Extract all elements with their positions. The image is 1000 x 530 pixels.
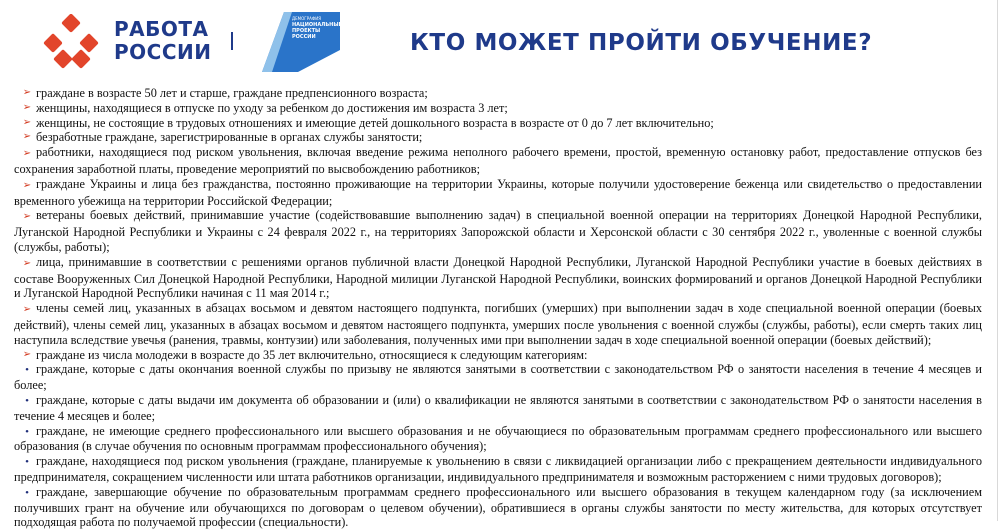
rabota-rossii-logo-icon — [42, 14, 102, 72]
dot-bullet-icon: • — [25, 456, 29, 469]
list-item — [14, 130, 982, 145]
list-item — [14, 301, 982, 347]
np-logo-text — [292, 16, 344, 40]
arrow-bullet-icon: ➢ — [22, 116, 32, 128]
sub-list-item — [14, 485, 982, 530]
list-item — [14, 101, 982, 116]
sub-list-item-text: граждане, завершающие обучение по образовательным программам среднего профессионального или высшего образования в текущем календарном году (за исключением получивших грант на обучение или обучающихся по договорам о целевом обучении), обратившиеся в органы службы занятости по месту жительства, для которых отсутствует подходящая работа по получаемой профессии (специальности). — [14, 484, 982, 530]
arrow-bullet-icon: ➢ — [22, 257, 32, 269]
logo-line-1: РАБОТА — [114, 17, 209, 41]
sub-list-item-text: граждане, которые с даты окончания военной службы по призыву не являются занятыми в соответствии с законодательством РФ о занятости населения в течение 4 месяцев и более; — [14, 362, 982, 393]
list-item — [14, 145, 982, 177]
np-logo-line-3: РОССИИ — [292, 34, 316, 40]
np-logo-line-1: НАЦИОНАЛЬНЫЕ — [292, 22, 342, 28]
right-border — [997, 0, 998, 521]
sub-list-item — [14, 454, 982, 485]
list-item-text: женщины, не состоящие в трудовых отношениях и имеющие детей дошкольного возраста в возрасте от 0 до 7 лет включительно; — [36, 115, 714, 130]
list-item — [14, 116, 982, 131]
sub-list-item — [14, 362, 982, 393]
arrow-bullet-icon: ➢ — [22, 101, 32, 113]
list-item-text: женщины, находящиеся в отпуске по уходу за ребенком до достижения им возраста 3 лет; — [36, 100, 508, 115]
list-item-text: безработные граждане, зарегистрированные в органах службы занятости; — [36, 130, 423, 145]
arrow-bullet-icon: ➢ — [22, 304, 32, 316]
list-item — [14, 86, 982, 101]
list-item-text: граждане в возрасте 50 лет и старше, граждане предпенсионного возраста; — [36, 86, 428, 100]
list-item-text: работники, находящиеся под риском увольнения, включая введение режима неполного рабочего времени, простой, временную остановку работ, предоставление отпусков без сохранения заработной платы, проведение мероприятий по высвобождению работников; — [14, 145, 982, 176]
arrow-bullet-icon: ➢ — [22, 148, 32, 160]
sub-list-item — [14, 424, 982, 455]
list-item — [14, 177, 982, 209]
list-item-text: ветераны боевых действий, принимавшие участие (содействовавшие выполнению задач) в специальной военной операции на территориях Донецкой Народной Республики, Луганской Народной Республики и Украины с 24 февраля 2022 г., на территориях Запорожской области и Херсонской области с 30 сентября 2022 г., уволенные с военной службы (службы, работы); — [14, 208, 982, 254]
list-item-text: лица, принимавшие в соответствии с решениями органов публичной власти Донецкой Народной Республики, Луганской Народной Республики участие в боевых действиях в составе Вооруженных Сил Донецкой Народной Республики, Народной милиции Луганской Народной Республики, воинских формирований и органов Донецкой Народной Республики и Луганской Народной Республики начиная с 11 мая 2014 г.; — [14, 254, 982, 301]
np-logo-small: ДЕМОГРАФИЯ — [292, 16, 322, 21]
eligibility-list — [14, 86, 982, 530]
arrow-bullet-icon: ➢ — [22, 87, 32, 98]
sub-list-item — [14, 393, 982, 424]
dot-bullet-icon: • — [25, 486, 29, 499]
list-item-text: члены семей лиц, указанных в абзацах восьмом и девятом настоящего подпункта, погибших (умерших) при выполнении задач в ходе специальной военной операции (боевых действий), члены семей лиц, указанных в абзацах восьмом и девятом настоящего подпункта, умерших после увольнения с военной службы (службы, работы), если смерть таких лиц наступила вследствие увечья (ранения, травмы, контузии) или заболевания, полученных ими при выполнении задач в ходе специальной военной операции (боевых действий); — [14, 301, 982, 347]
page-header — [0, 0, 1000, 85]
list-item — [14, 208, 982, 254]
list-item — [14, 255, 982, 301]
page-title: КТО МОЖЕТ ПРОЙТИ ОБУЧЕНИЕ? — [410, 30, 873, 56]
sub-list-item-text: граждане, находящиеся под риском увольнения (граждане, планируемые к увольнению в связи с ликвидацией организации либо с прекращением деятельности индивидуального предпринимателя, сокращением численности или штата работников организации, индивидуального предпринимателя и возможным расторжением с ними трудовых договоров); — [14, 454, 982, 484]
arrow-bullet-icon: ➢ — [22, 179, 32, 191]
sub-list-item-text: граждане, которые с даты выдачи им документа об образовании и (или) о квалификации не являются занятыми в соответствии с законодательством РФ о занятости населения в течение 4 месяцев и более; — [14, 392, 982, 423]
sub-list-item-text: граждане, не имеющие среднего профессионального или высшего образования и не обучающиеся по образовательным программам среднего профессионального или высшего образования (в случае обучения по основным программам профессионального обучения); — [14, 423, 982, 454]
dot-bullet-icon: • — [25, 394, 29, 407]
list-item-text: граждане из числа молодежи в возрасте до 35 лет включительно, относящиеся к следующим категориям: — [36, 347, 588, 362]
logo-line-2: РОССИИ — [114, 40, 212, 64]
list-item-text: граждане Украины и лица без гражданства, постоянно проживающие на территории Украины, которые получили удостоверение беженца или свидетельство о предоставлении временного убежища на территории Российской Федерации; — [14, 176, 982, 208]
dot-bullet-icon: • — [25, 425, 29, 438]
logo-separator — [231, 32, 233, 50]
logo-wordmark — [114, 18, 212, 64]
dot-bullet-icon: • — [25, 364, 29, 377]
list-item — [14, 348, 982, 363]
arrow-bullet-icon: ➢ — [22, 348, 32, 360]
arrow-bullet-icon: ➢ — [22, 211, 32, 223]
np-logo-line-2: ПРОЕКТЫ — [292, 28, 321, 34]
arrow-bullet-icon: ➢ — [22, 131, 32, 143]
